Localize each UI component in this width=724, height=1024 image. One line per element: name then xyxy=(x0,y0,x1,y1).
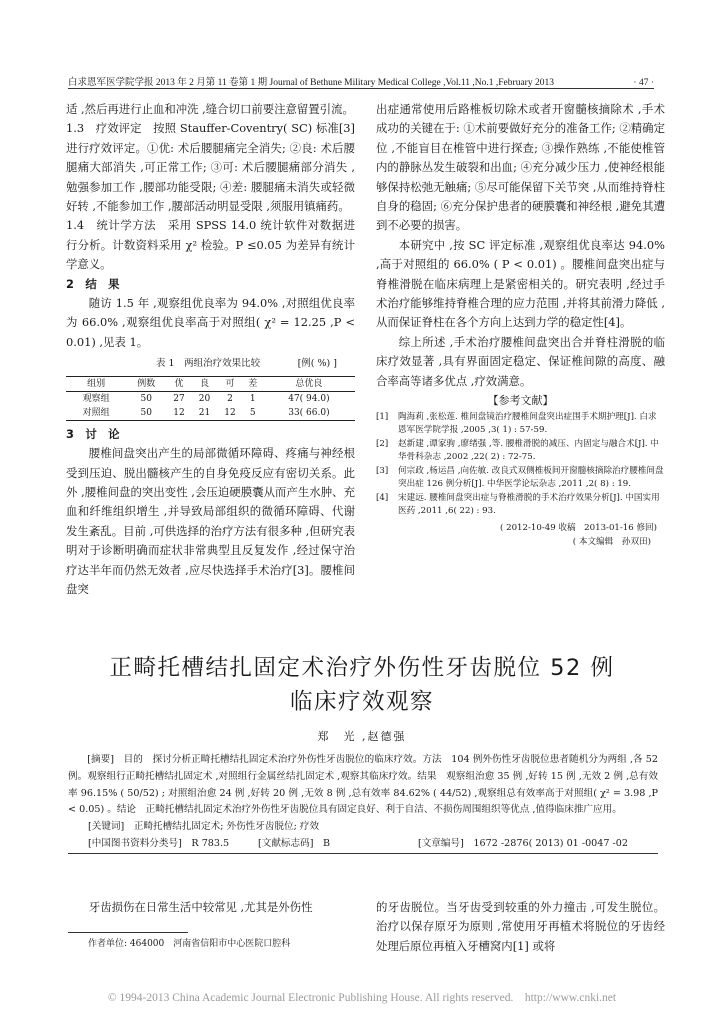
body-paragraph: 牙齿损伤在日常生活中较常见 ,尤其是外伤性 xyxy=(88,900,313,914)
table-caption xyxy=(66,354,355,373)
conclusion-paragraph: 综上所述 ,手术治疗腰椎间盘突出合并脊柱滑脱的临床疗效显著 ,具有界面固定稳定、保证椎间隙的高度、融合率高等诸多优点 ,疗效满意。 xyxy=(376,334,665,388)
table-cell: 21 xyxy=(192,406,218,421)
table-header-row xyxy=(66,376,355,391)
copyright-watermark: © 1994-2013 China Academic Journal Electronic Publishing House. All rights reserved. http://www.cnki.net xyxy=(107,992,617,1004)
left-column xyxy=(66,100,355,599)
body-paragraph: 的牙齿脱位。当牙齿受到较重的外力撞击 ,可发生脱位。治疗以保存原牙为原则 ,常使用牙再植术将脱位的牙齿经处理后原位再植入牙槽窝内[1] 或将 xyxy=(376,900,665,953)
table-cell: 33( 66.0) xyxy=(263,406,355,421)
references-heading: 【参考文献】 xyxy=(487,394,554,408)
section-1-3: 1.3 疗效评定 按照 Stauffer-Coventry( SC) 标准[3] 进行疗效评定。①优: 术后腰腿痛完全消失; ②良: 术后腰腿痛大部消失 ,可正常工作; ③可: 术后腰腿痛部分消失 ,勉强参加工作 ,腰部功能受限; ④差: 腰腿痛未消失或轻微好转 ,不能参加工作 ,腰部活动明显受限 ,须服用镇痛药。 xyxy=(66,121,355,214)
reference-item xyxy=(376,438,665,465)
reference-item xyxy=(376,465,665,492)
table-cell: 1 xyxy=(249,393,256,404)
reference-text: 宋建远. 腰椎间盘突出症与脊椎滑脱的手术治疗效果分析[J]. 中国实用医药 ,2011 ,6( 22) : 93. xyxy=(398,492,660,516)
article-number: [文章编号] 1672 -2876( 2013) 01 -0047 -02 xyxy=(418,837,628,849)
table-header: 总优良 xyxy=(263,376,355,391)
keywords: [关键词] 正畸托槽结扎固定术; 外伤性牙齿脱位; 疗效 xyxy=(88,821,320,833)
table-cell: 27 xyxy=(173,393,185,404)
running-header xyxy=(68,70,654,89)
reference-number: [2] xyxy=(376,438,389,449)
section-1-4: 1.4 统计学方法 采用 SPSS 14.0 统计软件对数据进行分析。计数资料采用 χ² 检验。P ≤0.05 为差异有统计学意义。 xyxy=(66,218,355,272)
editor-note: ( 本文编辑 孙双田) xyxy=(572,536,651,547)
table-cell: 12 xyxy=(166,406,192,421)
table-row xyxy=(66,406,355,421)
results-table xyxy=(66,376,355,421)
table-header: 可 xyxy=(217,376,243,391)
table-header: 例数 xyxy=(126,376,166,391)
abstract-block xyxy=(68,752,658,854)
article-body-right xyxy=(376,898,665,956)
journal-header: 白求恩军医学院学报 2013 年 2 月第 11 卷第 1 期 Journal of Bethune Military Medical College ,Vol.11 ,No.1 ,February 2013 xyxy=(68,78,554,88)
table-header: 优 xyxy=(166,376,192,391)
table-cell: 20 xyxy=(198,393,211,404)
reference-item xyxy=(376,411,665,438)
section-heading-results: 2 结 果 xyxy=(66,276,120,291)
table-cell: 5 xyxy=(243,406,263,421)
reference-text: 何宗政 ,杨运昌 ,向佐敏. 改良式双侧椎板间开窗髓核摘除治疗腰椎间盘突出症 126 例分析[J]. 中华医学论坛杂志 ,2011 ,2( 8) : 19. xyxy=(398,465,664,489)
table-header: 组别 xyxy=(66,376,126,391)
article-authors: 郑 光 ,赵德强 xyxy=(317,730,407,743)
reference-number: [4] xyxy=(376,492,389,503)
reference-number: [1] xyxy=(376,411,389,422)
right-column xyxy=(376,100,665,549)
author-affiliation: 作者单位: 464000 河南省信阳市中心医院口腔科 xyxy=(88,939,291,949)
page-number: · 47 · xyxy=(633,78,654,88)
document-code: [文献标志码] B xyxy=(258,837,331,849)
table-cell: 47( 94.0) xyxy=(288,393,330,404)
article-title-line-2: 临床疗效观察 xyxy=(289,689,434,715)
table-cell: 50 xyxy=(126,406,166,421)
reference-number: [3] xyxy=(376,465,389,476)
paragraph: 出症通常使用后路椎板切除术或者开窗髓核摘除术 ,手术成功的关键在于: ①术前要做好充分的准备工作; ②精确定位 ,不能盲目在椎管中进行探查; ③操作熟练 ,不能使椎管内的静脉丛发生破裂和出血; ④充分减少压力 ,使神经根能够保持松弛无触痛; ⑤尽可能保留下关节突 ,从而维持脊柱自身的稳固; ⑥充分保护患者的硬膜囊和神经根 ,避免其遭到不必要的损害。 xyxy=(376,102,665,233)
table-title: 表 1 两组治疗效果比较 xyxy=(156,358,261,370)
table-header: 差 xyxy=(243,376,263,391)
reference-text: 陶海莉 ,张松莲. 椎间盘镜治疗腰椎间盘突出症围手术期护理[J]. 白求恩军医学院学报 ,2005 ,3( 1) : 57-59. xyxy=(398,411,657,435)
classification-line xyxy=(68,836,658,853)
paragraph: 适 ,然后再进行止血和冲洗 ,缝合切口前要注意留置引流。 xyxy=(66,102,354,116)
table-cell: 观察组 xyxy=(82,393,110,404)
article-title-line-1: 正畸托槽结扎固定术治疗外伤性牙齿脱位 52 例 xyxy=(109,655,615,681)
section-heading-discussion: 3 讨 论 xyxy=(66,426,120,441)
table-cell: 对照组 xyxy=(66,406,126,421)
reference-text: 赵新建 ,谭家驹 ,廖绪强 ,等. 腰椎滑脱的减压、内固定与融合术[J]. 中华骨科杂志 ,2002 ,22( 2) : 72-75. xyxy=(398,438,659,462)
table-cell: 12 xyxy=(217,406,243,421)
abstract-text: [摘要] 目的 探讨分析正畸托槽结扎固定术治疗外伤性牙齿脱位的临床疗效。方法 104 例外伤性牙齿脱位患者随机分为两组 ,各 52 例。观察组行正畸托槽结扎固定术 ,对照组行金属丝结扎固定术 ,观察其临床疗效。结果 观察组治愈 35 例 ,好转 15 例 ,无效 2 例 ,总有效率 96.15% ( 50/52) ; 对照组治愈 24 例 ,好转 20 例 ,无效 8 例 ,总有效率 84.62% ( 44/52) ,观察组总有效率高于对照组( χ² = 3.98 ,P < 0.05) 。结论 正畸托槽结扎固定术治疗外伤性牙齿脱位具有固定良好、利于自洁、不损伤周围组织等优点 ,值得临床推广应用。 xyxy=(68,754,658,816)
abstract-divider xyxy=(68,853,658,854)
table-cell: 2 xyxy=(227,393,233,404)
received-revised-dates: ( 2012-10-49 收稿 2013-01-16 修回) xyxy=(500,522,657,533)
clc-number: [中国图书资料分类号] R 783.5 xyxy=(88,837,230,849)
discussion-paragraph: 腰椎间盘突出产生的局部微循环障碍、疼痛与神经根受到压迫、脱出髓核产生的自身免疫反应有密切关系。此外 ,腰椎间盘的突出变性 ,会压迫硬膜囊从而产生水肿、充血和纤维组织增生 ,并导致局部组织的微循环障碍、代谢发生紊乱。目前 ,可供选择的治疗方法有很多种 ,但研究表明对于诊断明确而症状非常典型且反复发作 ,经过保守治疗达半年而仍然无效者 ,应尽快选择手术治疗[3]。腰椎间盘突 xyxy=(66,446,355,596)
footnote-divider xyxy=(68,932,188,933)
article-body-left xyxy=(66,898,355,917)
results-paragraph: 随访 1.5 年 ,观察组优良率为 94.0% ,对照组优良率为 66.0% ,观察组优良率高于对照组( χ² = 12.25 ,P < 0.01) ,见表 1。 xyxy=(66,296,355,349)
table-unit: [例( %) ] xyxy=(297,358,337,370)
table-header: 良 xyxy=(192,376,218,391)
reference-item xyxy=(376,492,665,519)
table-row xyxy=(66,391,355,406)
table-cell: 50 xyxy=(140,393,152,404)
paragraph: 本研究中 ,按 SC 评定标准 ,观察组优良率达 94.0% ,高于对照组的 66.0% ( P < 0.01) 。腰椎间盘突出症与脊椎滑脱在临床病理上是紧密相关的。研究表明 ,经过手术治疗能够维持脊椎合理的应力范围 ,并将其前滑力降低 ,从而保证脊柱在各个方向上达到力学的稳定性[4]。 xyxy=(376,237,665,330)
